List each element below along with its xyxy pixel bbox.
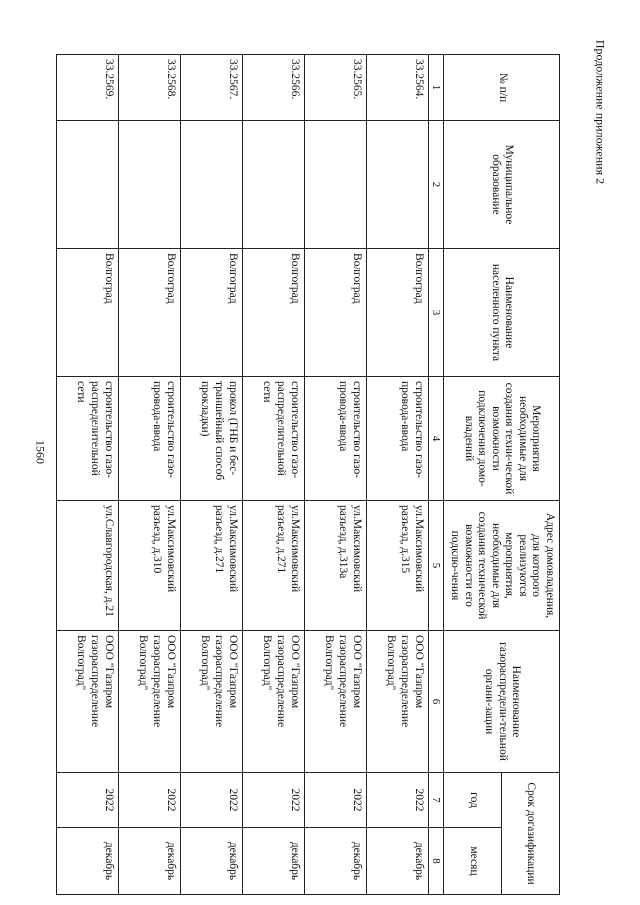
column-number-row (428, 55, 444, 895)
row-month: декабрь (304, 828, 366, 895)
row-month: декабрь (56, 828, 118, 895)
row-organization: ООО "Газпром газораспределение Волгоград" (56, 631, 118, 773)
row-settlement: Волгоград (56, 249, 118, 377)
row-month: декабрь (242, 828, 304, 895)
row-municipality (180, 121, 242, 249)
table-header (428, 55, 559, 895)
row-municipality (118, 121, 180, 249)
table-row (180, 55, 242, 895)
row-number: 33.2567. (180, 55, 242, 121)
rotated-page-content (75, 54, 560, 894)
header-address: Адрес домовладения, для которого реализуются мероприятия, необходимые для создания технической возможности его подклю-чения (444, 501, 560, 631)
column-number: 3 (428, 249, 444, 377)
header-year: год (444, 773, 502, 828)
row-month: декабрь (118, 828, 180, 895)
row-number: 33.2565. (304, 55, 366, 121)
continuation-label: Продолжение приложения 2 (593, 39, 608, 185)
row-number: 33.2568. (118, 55, 180, 121)
row-municipality (366, 121, 428, 249)
header-activity: Мероприятия необходимые для создания техни-ческой возможности подключения домо-владений (444, 377, 560, 501)
table-row (366, 55, 428, 895)
gasification-table (56, 54, 560, 895)
row-address: ул.Максимовский разъезд, д.271 (242, 501, 304, 631)
row-activity: строительство газо-распределительной сети (242, 377, 304, 501)
row-address: ул.Максимовский разъезд, д.313а (304, 501, 366, 631)
row-address: ул.Максимовский разъезд, д.271 (180, 501, 242, 631)
header-number: № п/п (444, 55, 560, 121)
row-organization: ООО "Газпром газораспределение Волгоград" (304, 631, 366, 773)
header-month: месяц (444, 828, 502, 895)
row-activity: строительство газо-провода-ввода (304, 377, 366, 501)
row-municipality (304, 121, 366, 249)
header-deadline: Срок догазификации (502, 773, 560, 895)
row-year: 2022 (242, 773, 304, 828)
header-organization: Наименование газораспредели-тельной органи-зации (444, 631, 560, 773)
row-activity: строительство газо-провода-ввода (366, 377, 428, 501)
column-number: 8 (428, 828, 444, 895)
row-year: 2022 (56, 773, 118, 828)
row-month: декабрь (180, 828, 242, 895)
row-activity: строительство газо-провода-ввода (118, 377, 180, 501)
row-settlement: Волгоград (366, 249, 428, 377)
header-municipality: Муниципальное образование (444, 121, 560, 249)
row-organization: ООО "Газпром газораспределение Волгоград" (180, 631, 242, 773)
row-organization: ООО "Газпром газораспределение Волгоград" (366, 631, 428, 773)
column-number: 5 (428, 501, 444, 631)
column-number: 6 (428, 631, 444, 773)
row-organization: ООО "Газпром газораспределение Волгоград" (118, 631, 180, 773)
column-number: 7 (428, 773, 444, 828)
row-number: 33.2564. (366, 55, 428, 121)
row-municipality (56, 121, 118, 249)
row-settlement: Волгоград (242, 249, 304, 377)
row-month: декабрь (366, 828, 428, 895)
row-address: ул.Максимовский разъезд, д.315 (366, 501, 428, 631)
page-number: 1560 (33, 440, 48, 464)
row-number: 33.2569. (56, 55, 118, 121)
row-year: 2022 (180, 773, 242, 828)
row-activity: строительство газо-распределительной сети (56, 377, 118, 501)
table-body (56, 55, 428, 895)
table-row (56, 55, 118, 895)
row-settlement: Волгоград (118, 249, 180, 377)
table-row (304, 55, 366, 895)
table-row (242, 55, 304, 895)
header-settlement: Наименование населенного пункта (444, 249, 560, 377)
column-number: 2 (428, 121, 444, 249)
row-year: 2022 (118, 773, 180, 828)
table-row (118, 55, 180, 895)
row-year: 2022 (304, 773, 366, 828)
row-address: ул.Славгородская, д.21 (56, 501, 118, 631)
row-settlement: Волгоград (304, 249, 366, 377)
row-year: 2022 (366, 773, 428, 828)
column-number: 1 (428, 55, 444, 121)
row-settlement: Волгоград (180, 249, 242, 377)
row-organization: ООО "Газпром газораспределение Волгоград" (242, 631, 304, 773)
row-municipality (242, 121, 304, 249)
column-number: 4 (428, 377, 444, 501)
row-activity: прокол (ГНБ и бес-траншейный способ прокладки) (180, 377, 242, 501)
row-address: ул.Максимовский разъезд, д.310 (118, 501, 180, 631)
row-number: 33.2566. (242, 55, 304, 121)
